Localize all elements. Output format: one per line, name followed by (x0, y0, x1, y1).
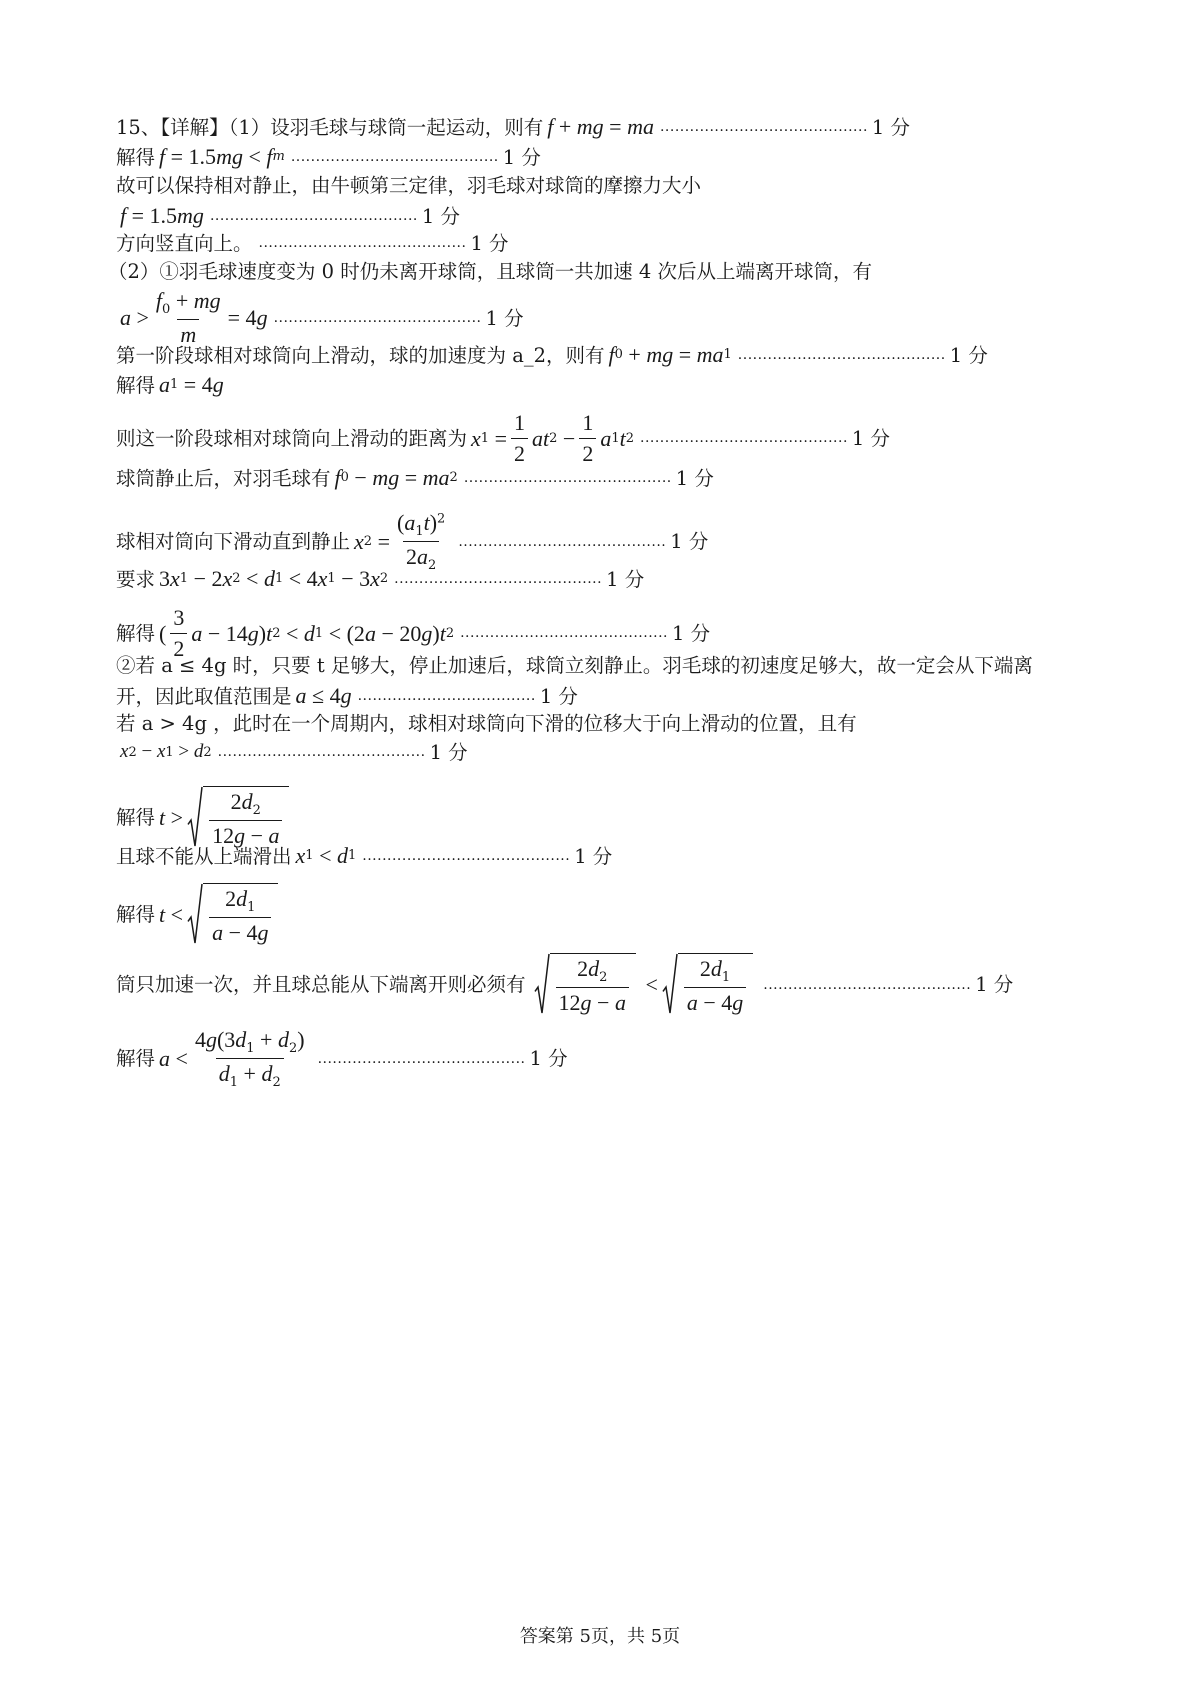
score-label: 1 分 (949, 343, 988, 367)
dot-leader: .......................................... (458, 533, 667, 550)
equation: t < $\frac{2d_1}{a - 4g}$ (159, 883, 282, 947)
score-label: 1 分 (485, 306, 524, 330)
equation: a 1 = 4 g (159, 372, 224, 397)
equation: f = 1.5 mg < f m (159, 144, 285, 169)
line-text: 球相对筒向下滑动直到静止 (116, 530, 351, 554)
score-label: 1 分 (871, 115, 911, 139)
line-text: 开，因此取值范围是 (116, 684, 292, 708)
score-label: 1 分 (574, 844, 613, 868)
answer-line (116, 342, 988, 368)
dot-leader: .......................................... (273, 310, 482, 327)
equation: x 1 = $\frac{1}{2}$ at 2 − $\frac{1}{2}$ a 1 t 2 (471, 410, 634, 467)
score-label: 1 分 (421, 204, 460, 228)
answer-line (116, 786, 293, 850)
equation: x 1 < d 1 (295, 843, 357, 868)
answer-line (116, 683, 578, 709)
dot-leader: .......................................... (763, 976, 972, 993)
line-text: ②若 a ≤ 4g 时，只要 t 足够大，停止加速后，球筒立刻静止。羽毛球的初速度足够大，故一定会从下端离 (116, 654, 1033, 677)
answer-line (116, 1027, 568, 1091)
equation: f 0 − mg = ma 2 (334, 465, 458, 490)
line-text: 解得 (116, 622, 156, 646)
dot-leader: .......................................... (394, 570, 603, 587)
answer-line (116, 144, 541, 170)
score-label: 1 分 (675, 466, 714, 490)
score-label: 1 分 (851, 427, 891, 451)
score-label: 1 分 (429, 741, 468, 764)
dot-leader: .................................... (357, 687, 536, 704)
answer-line (116, 510, 708, 574)
answer-line (116, 843, 612, 869)
equation: a ≤ 4 g (295, 683, 352, 708)
line-text: 故可以保持相对静止，由牛顿第三定律，羽毛球对球筒的摩擦力大小 (116, 174, 702, 197)
line-text: 解得 (116, 145, 156, 169)
answer-line (116, 741, 468, 764)
answer-line (116, 654, 1033, 677)
line-text: 解得 (116, 806, 156, 830)
line-text: 且球不能从上端滑出 (116, 844, 292, 868)
dot-leader: .......................................... (290, 148, 499, 165)
equation: t > $\frac{2d_2}{12g - a}$ (159, 786, 293, 850)
line-text: 若 a > 4g ，此时在一个周期内，球相对球筒向下滑的位移大于向上滑动的位置，且有 (116, 712, 857, 735)
dot-leader: .......................................... (209, 207, 418, 224)
score-label: 1 分 (975, 973, 1014, 997)
dot-leader: .......................................... (463, 469, 672, 486)
score-label: 1 分 (670, 530, 709, 554)
answer-line (116, 372, 224, 398)
line-text: 15、【详解】（1）设羽毛球与球筒一起运动，则有 (116, 115, 544, 139)
dot-leader: .......................................... (460, 625, 669, 642)
line-text: （2）①羽毛球速度变为 0 时仍未离开球筒，且球筒一共加速 4 次后从上端离开球筒，有 (108, 260, 873, 283)
line-text: 要求 (116, 567, 156, 591)
score-label: 1 分 (529, 1047, 568, 1071)
equation: a < $\frac{4g(3d_1 + d_2)}{d_1 + d_2}$ (159, 1027, 305, 1091)
equation: f = 1.5 mg (120, 203, 204, 228)
score-label: 1 分 (502, 145, 541, 169)
answer-line (116, 288, 524, 349)
dot-leader: .......................................... (217, 744, 426, 761)
answer-line (108, 260, 872, 283)
equation: f 0 + mg = ma 1 (608, 342, 732, 367)
equation: 3 x 1 − 2 x 2 < d 1 < 4 x 1 − 3 x 2 (159, 566, 389, 591)
equation: f + mg = ma (547, 114, 654, 139)
line-text: 解得 (116, 373, 156, 397)
page-footer: 答案第 5页，共 5页 (519, 1626, 681, 1647)
answer-line (116, 566, 644, 592)
answer-line (116, 465, 714, 491)
line-text: 球筒静止后，对羽毛球有 (116, 466, 331, 490)
dot-leader: .......................................... (258, 235, 467, 252)
answer-line (116, 203, 460, 229)
line-text: 第一阶段球相对球筒向上滑动，球的加速度为 a_2，则有 (116, 343, 605, 367)
equation: $\frac{2d_2}{12g - a}$ < $\frac{2d_1}{a - 4g}$ (530, 953, 758, 1017)
dot-leader: .......................................... (640, 430, 848, 447)
score-label: 1 分 (539, 684, 578, 708)
line-text: 解得 (116, 903, 156, 927)
equation: x 2 − x 1 > d 2 (120, 741, 212, 763)
line-text: 解得 (116, 1047, 156, 1071)
line-text: 则这一阶段球相对球筒向上滑动的距离为 (116, 427, 468, 451)
answer-line (116, 410, 890, 468)
answer-line (116, 114, 910, 140)
equation: ( $\frac{3}{2}$ a − 14 g ) t 2 < d 1 < (2 a − 20 g ) t 2 (159, 605, 455, 662)
answer-line (116, 953, 1013, 1017)
line-text: 筒只加速一次，并且球总能从下端离开则必须有 (116, 973, 526, 997)
dot-leader: .......................................... (659, 118, 868, 135)
equation: a > $\frac{f_0 + mg}{m}$ = 4 g (120, 288, 268, 348)
dot-leader: .......................................... (737, 346, 946, 363)
line-text: 方向竖直向上。 (116, 232, 253, 255)
score-label: 1 分 (470, 232, 509, 255)
equation: x 2 = $\frac{(a_1t)^2}{2a_2}$ (354, 510, 446, 574)
answer-line (116, 232, 509, 255)
dot-leader: .......................................... (362, 847, 571, 864)
answer-line (116, 883, 282, 947)
dot-leader: .......................................... (317, 1050, 526, 1067)
answer-line (116, 174, 701, 197)
answer-line (116, 712, 857, 735)
score-label: 1 分 (672, 622, 711, 646)
score-label: 1 分 (606, 567, 645, 591)
